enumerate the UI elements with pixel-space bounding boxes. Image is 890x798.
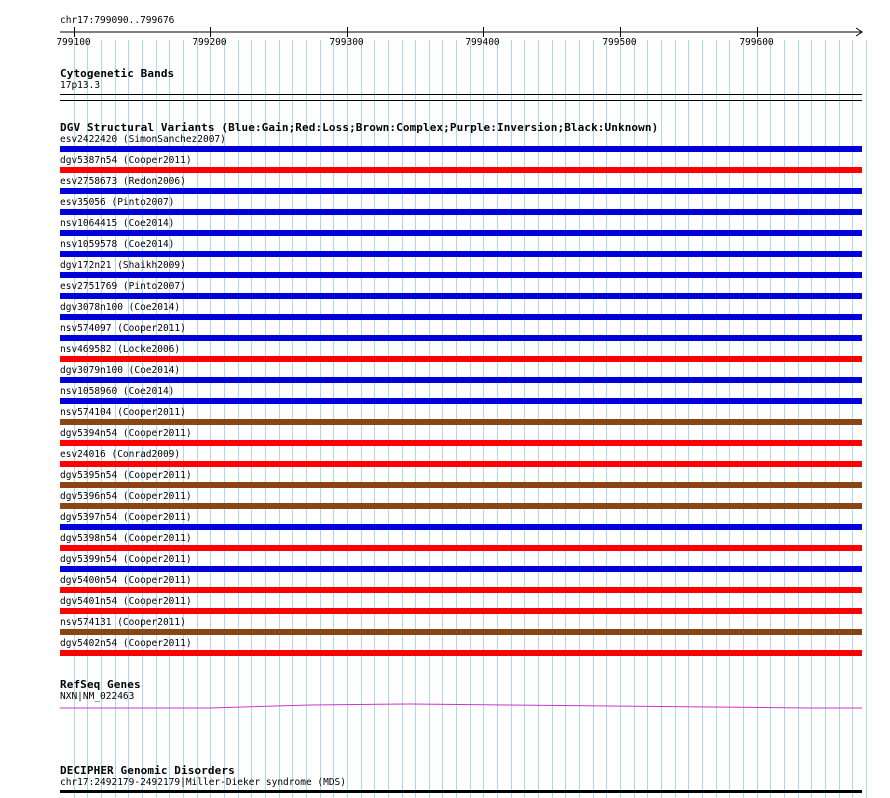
dgv-variant-bar-gain[interactable]: [60, 230, 862, 236]
dgv-variant-bar-gain[interactable]: [60, 146, 862, 152]
dgv-variant-label[interactable]: dgv5400n54 (Cooper2011): [60, 575, 192, 586]
dgv-variant-bar-complex[interactable]: [60, 419, 862, 425]
ruler-tick-label: 799100: [56, 37, 91, 48]
cytoband-bar-bottom[interactable]: [60, 100, 862, 101]
dgv-variant-bar-gain[interactable]: [60, 209, 862, 215]
decipher-track-title: DECIPHER Genomic Disorders: [60, 764, 235, 777]
dgv-variant-bar-complex[interactable]: [60, 503, 862, 509]
dgv-variant-bar-gain[interactable]: [60, 272, 862, 278]
dgv-variant-bar-loss[interactable]: [60, 650, 862, 656]
dgv-variant-bar-loss[interactable]: [60, 461, 862, 467]
dgv-variant-bar-loss[interactable]: [60, 356, 862, 362]
dgv-variant-label[interactable]: dgv5397n54 (Cooper2011): [60, 512, 192, 523]
ruler-tick-label: 799300: [329, 37, 364, 48]
dgv-variant-label[interactable]: dgv5399n54 (Cooper2011): [60, 554, 192, 565]
dgv-variant-bar-loss[interactable]: [60, 545, 862, 551]
refseq-track-title: RefSeq Genes: [60, 678, 141, 691]
dgv-variant-label[interactable]: dgv5387n54 (Cooper2011): [60, 155, 192, 166]
dgv-variant-label[interactable]: nsv574131 (Cooper2011): [60, 617, 186, 628]
cytoband-label[interactable]: 17p13.3: [60, 80, 101, 91]
dgv-variant-label[interactable]: dgv5401n54 (Cooper2011): [60, 596, 192, 607]
dgv-variant-label[interactable]: dgv5394n54 (Cooper2011): [60, 428, 192, 439]
dgv-variant-label[interactable]: nsv1059578 (Coe2014): [60, 239, 175, 250]
dgv-variant-bar-loss[interactable]: [60, 608, 862, 614]
dgv-variant-label[interactable]: nsv574097 (Cooper2011): [60, 323, 186, 334]
dgv-variant-bar-gain[interactable]: [60, 524, 862, 530]
dgv-variant-bar-gain[interactable]: [60, 293, 862, 299]
location-label: chr17:799090..799676: [60, 15, 175, 26]
dgv-variant-label[interactable]: esv2758673 (Redon2006): [60, 176, 186, 187]
dgv-variant-label[interactable]: esv2422420 (SimonSanchez2007): [60, 134, 226, 145]
ruler-tick-label: 799500: [602, 37, 637, 48]
dgv-variant-bar-gain[interactable]: [60, 377, 862, 383]
decipher-item-label[interactable]: chr17:2492179-2492179|Miller-Dieker syndrome (MDS): [60, 777, 346, 788]
dgv-variant-label[interactable]: nsv574104 (Cooper2011): [60, 407, 186, 418]
dgv-variant-label[interactable]: esv24016 (Conrad2009): [60, 449, 181, 460]
dgv-variant-label[interactable]: dgv5402n54 (Cooper2011): [60, 638, 192, 649]
dgv-variant-bar-gain[interactable]: [60, 566, 862, 572]
dgv-variant-bar-gain[interactable]: [60, 398, 862, 404]
refseq-gene-model[interactable]: [0, 700, 890, 714]
decipher-feature-bar[interactable]: [60, 790, 862, 793]
coordinate-ruler[interactable]: [0, 22, 890, 48]
ruler-tick-label: 799600: [739, 37, 774, 48]
dgv-variant-bar-loss[interactable]: [60, 440, 862, 446]
dgv-variant-label[interactable]: nsv1064415 (Coe2014): [60, 218, 175, 229]
dgv-variant-label[interactable]: esv2751769 (Pinto2007): [60, 281, 186, 292]
dgv-variant-bar-gain[interactable]: [60, 251, 862, 257]
dgv-variant-label[interactable]: dgv5395n54 (Cooper2011): [60, 470, 192, 481]
dgv-variant-bar-complex[interactable]: [60, 482, 862, 488]
dgv-variant-label[interactable]: dgv3078n100 (Coe2014): [60, 302, 181, 313]
cytoband-track-title: Cytogenetic Bands: [60, 67, 175, 80]
ruler-tick-label: 799200: [192, 37, 227, 48]
dgv-variant-label[interactable]: dgv5398n54 (Cooper2011): [60, 533, 192, 544]
dgv-variant-bar-complex[interactable]: [60, 629, 862, 635]
dgv-variant-label[interactable]: dgv172n21 (Shaikh2009): [60, 260, 186, 271]
gene-intron-line: [60, 704, 862, 708]
dgv-track-title: DGV Structural Variants (Blue:Gain;Red:Loss;Brown:Complex;Purple:Inversion;Black:Unknown): [60, 121, 659, 134]
dgv-variant-bar-loss[interactable]: [60, 587, 862, 593]
dgv-variant-bar-gain[interactable]: [60, 188, 862, 194]
dgv-variant-label[interactable]: nsv1058960 (Coe2014): [60, 386, 175, 397]
cytoband-bar-top[interactable]: [60, 94, 862, 95]
dgv-variant-bar-loss[interactable]: [60, 167, 862, 173]
ruler-tick-label: 799400: [465, 37, 500, 48]
dgv-variant-label[interactable]: dgv5396n54 (Cooper2011): [60, 491, 192, 502]
dgv-variant-label[interactable]: esv35056 (Pinto2007): [60, 197, 175, 208]
dgv-variant-bar-gain[interactable]: [60, 335, 862, 341]
dgv-variant-label[interactable]: dgv3079n100 (Coe2014): [60, 365, 181, 376]
dgv-variant-bar-gain[interactable]: [60, 314, 862, 320]
dgv-variant-label[interactable]: nsv469582 (Locke2006): [60, 344, 181, 355]
refseq-gene-label[interactable]: NXN|NM_022463: [60, 691, 135, 702]
